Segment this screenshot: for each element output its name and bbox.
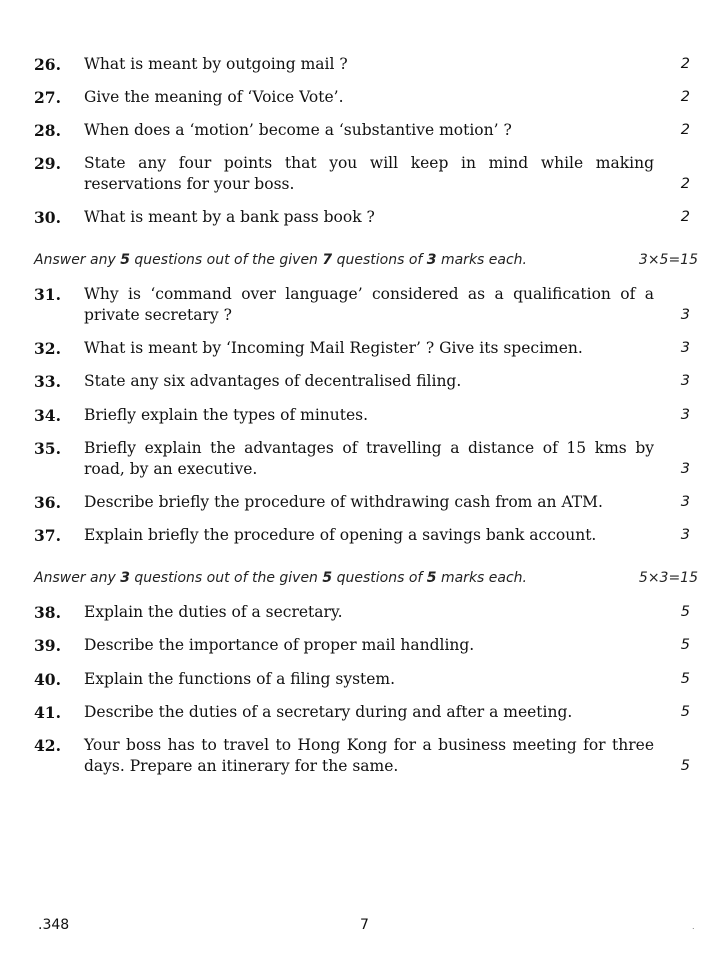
question-marks: 5	[680, 671, 690, 687]
question-number: 39.	[34, 636, 61, 655]
section-instruction-b	[34, 249, 698, 271]
question-number: 26.	[34, 55, 61, 74]
question-text: Describe briefly the procedure of withdrawing cash from an ATM.	[84, 493, 603, 511]
question-text: Explain the functions of a filing system.	[84, 670, 396, 688]
question-text: Describe the duties of a secretary during and after a meeting.	[84, 703, 573, 721]
question-text: When does a ‘motion’ become a ‘substantive motion’ ?	[84, 121, 512, 139]
question-marks: 2	[680, 209, 690, 225]
section-marks-calc: 5×3=15	[638, 570, 698, 586]
question-number: 30.	[34, 208, 61, 227]
question-text: Your boss has to travel to Hong Kong for a business meeting for three days. Prepare an itinerary for the same.	[84, 736, 654, 775]
question-text: What is meant by ‘Incoming Mail Register’ ? Give its specimen.	[84, 339, 583, 357]
paper-code: .348	[38, 917, 70, 933]
question-marks: 3	[680, 494, 690, 510]
question-text: State any six advantages of decentralised filing.	[84, 372, 462, 390]
question-number: 32.	[34, 339, 61, 358]
question-number: 33.	[34, 372, 61, 391]
section-instruction-c	[34, 567, 698, 589]
question-marks: 5	[680, 704, 690, 720]
instruction-text: Answer any 5 questions out of the given 7 questions of 3 marks each.	[34, 252, 528, 268]
question-marks: 2	[680, 122, 690, 138]
question-text: What is meant by outgoing mail ?	[84, 55, 348, 73]
question-marks: 2	[680, 176, 690, 192]
question-marks: 3	[680, 461, 690, 477]
question-text: Why is ‘command over language’ considered as a qualification of a private secretary ?	[84, 285, 654, 324]
question-text: Briefly explain the types of minutes.	[84, 406, 369, 424]
instruction-text: Answer any 3 questions out of the given 5 questions of 5 marks each.	[34, 570, 528, 586]
question-marks: 2	[680, 56, 690, 72]
question-text: What is meant by a bank pass book ?	[84, 208, 375, 226]
question-marks: 5	[680, 637, 690, 653]
question-marks: 3	[680, 527, 690, 543]
question-number: 29.	[34, 154, 61, 173]
question-number: 31.	[34, 285, 61, 304]
question-number: 38.	[34, 603, 61, 622]
question-text: Describe the importance of proper mail handling.	[84, 636, 475, 654]
question-text: Briefly explain the advantages of travelling a distance of 15 kms by road, by an executive.	[84, 439, 654, 478]
question-marks: 5	[680, 758, 690, 774]
question-number: 37.	[34, 526, 61, 545]
question-marks: 3	[680, 340, 690, 356]
question-marks: 5	[680, 604, 690, 620]
question-number: 34.	[34, 406, 61, 425]
question-text: State any four points that you will keep in mind while making reservations for your boss.	[84, 154, 654, 193]
question-number: 36.	[34, 493, 61, 512]
question-number: 27.	[34, 88, 61, 107]
question-text: Explain the duties of a secretary.	[84, 603, 343, 621]
page-dot: .	[692, 922, 695, 931]
question-number: 28.	[34, 121, 61, 140]
question-marks: 3	[680, 373, 690, 389]
section-marks-calc: 3×5=15	[638, 252, 698, 268]
question-marks: 3	[680, 307, 690, 323]
question-marks: 2	[680, 89, 690, 105]
question-marks: 3	[680, 407, 690, 423]
page-number: 7	[360, 917, 369, 933]
question-text: Explain briefly the procedure of opening a savings bank account.	[84, 526, 597, 544]
question-number: 40.	[34, 670, 61, 689]
question-number: 35.	[34, 439, 61, 458]
question-number: 41.	[34, 703, 61, 722]
question-text: Give the meaning of ‘Voice Vote’.	[84, 88, 344, 106]
question-number: 42.	[34, 736, 61, 755]
